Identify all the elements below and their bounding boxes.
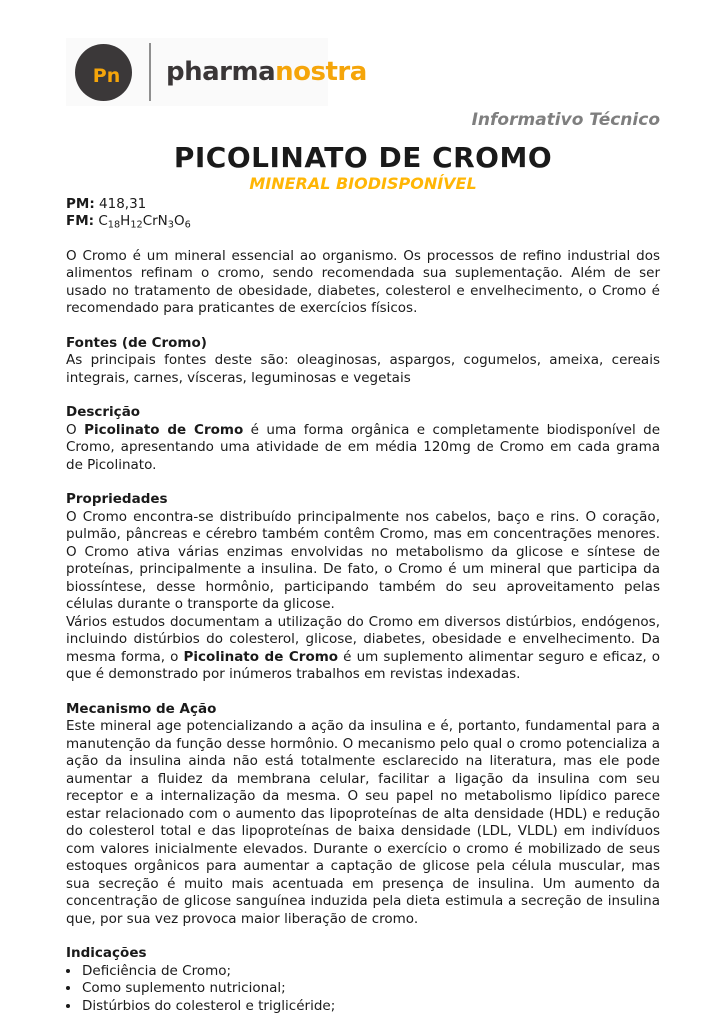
logo-circle-icon	[75, 44, 132, 101]
text-run: O	[173, 213, 185, 229]
wordmark-dark: pharma	[166, 57, 276, 87]
text-run: Este mineral age potencializando a ação da insulina e é, portanto, fundamental para a manutenção da função desse hormônio. O mecanismo pelo qual o cromo potencializa a ação da insulina ainda não está totalmente esclarecido na literatura, mas ele pode aumentar a fluidez da membrana celular, facilitar a ligação da insulina com seu receptor e a internalização da mesma. O seu papel no metabolismo lipídico parece estar relacionado com o aumento das lipoproteínas de alta densidade (HDL) e redução do colesterol total e das lipoproteínas de baixa densidade (LDL, VLDL) em indivíduos com valores inicialmente elevados. Durante o exercício o cromo é mobilizado de seus estoques orgânicos para aumentar a captação de glicose pela célula muscular, mas sua secreção é muito mais acentuada em presença de insulina. Um aumento da concentração de glicose sanguínea induzida pela dieta estimula a secreção de insulina que, por sua vez provoca maior liberação de cromo.	[66, 718, 660, 927]
doc-type-label: Informativo Técnico	[471, 110, 660, 130]
bullet-list	[66, 963, 660, 1016]
section	[66, 701, 660, 929]
bullet-item: • Como suplemento nutricional;	[81, 980, 660, 998]
text-run: O Cromo é um mineral essencial ao organismo. Os processos de refino industrial dos alimentos refinam o cromo, sendo recomendada sua suplementação. Além de ser usado no tratamento de obesidade, diabetes, colesterol e envelhecimento, o Cromo é recomendado para praticantes de exercícios físicos.	[66, 247, 660, 317]
bold-text-run: Picolinato de Cromo	[183, 648, 339, 665]
molecular-formula-line	[66, 213, 660, 234]
subscript-run: 12	[130, 219, 143, 231]
text-run: é uma forma orgânica e completamente biodisponível de Cromo, apresentando uma atividade de em média 120mg de Cromo em cada grama de Picolinato.	[66, 421, 661, 473]
bullet-item: • Distúrbios do colesterol e triglicéride;	[81, 998, 660, 1016]
section-heading: Fontes (de Cromo)	[66, 334, 207, 351]
brand-wordmark	[166, 57, 367, 87]
brand-logo	[66, 38, 367, 106]
text-run: H	[120, 213, 131, 229]
logo-divider	[149, 43, 151, 101]
text-run: Vários estudos documentam a utilização do Cromo em diversos distúrbios, endógenos, incluindo distúrbios do colesterol, glicose, diabetes, obesidade e envelhecimento. Da mesma forma, o	[66, 613, 660, 665]
section	[66, 248, 660, 318]
section-heading: Indicações	[66, 945, 147, 962]
document-body	[66, 248, 660, 1016]
text-run: O	[66, 421, 85, 438]
section-heading: Propriedades	[66, 491, 168, 508]
subscript-run: 3	[167, 219, 174, 231]
logo-monogram: Pn	[92, 65, 121, 87]
paragraph	[66, 248, 660, 318]
section	[66, 945, 660, 1015]
section-heading: Descrição	[66, 404, 141, 421]
bullet-item: • Deficiência de Cromo;	[81, 963, 660, 981]
paragraph	[66, 509, 660, 614]
title-block	[66, 142, 660, 234]
header	[66, 38, 660, 130]
bold-text-run: FM:	[66, 213, 95, 229]
paragraph	[66, 422, 660, 475]
text-run: é um suplemento alimentar seguro e eficaz, o que é demonstrado por inúmeros trabalhos em revistas indexadas.	[66, 648, 661, 683]
section	[66, 491, 660, 684]
paragraph	[66, 614, 660, 684]
bold-text-run: Picolinato de Cromo	[84, 421, 244, 438]
section	[66, 335, 660, 388]
subscript-run: 6	[184, 219, 191, 231]
text-run: CrN	[142, 213, 168, 229]
text-run: O Cromo encontra-se distribuído principalmente nos cabelos, baço e rins. O coração, pulmão, pâncreas e cérebro também contêm Cromo, mas em concentrações menores. O Cromo ativa várias enzimas envolvidas no metabolismo da glicose e síntese de proteínas, principalmente a insulina. De fato, o Cromo é um mineral que participa da biossíntese, desse hormônio, participando também do seu aproveitamento pelas células durante o transporte da glicose.	[66, 508, 660, 613]
wordmark-accent: nostra	[275, 57, 367, 87]
molecular-weight-line	[66, 196, 660, 213]
text-run: C	[94, 213, 108, 229]
page-subtitle: MINERAL BIODISPONÍVEL	[249, 174, 477, 193]
paragraph	[66, 718, 660, 928]
text-run: 418,31	[94, 196, 147, 212]
text-run: As principais fontes deste são: oleaginosas, aspargos, cogumelos, ameixa, cereais integrais, carnes, vísceras, leguminosas e vegetais	[66, 352, 660, 386]
molecular-data	[66, 196, 660, 234]
page-title: PICOLINATO DE CROMO	[173, 141, 553, 174]
subscript-run: 18	[107, 219, 121, 231]
section	[66, 404, 660, 474]
section-heading: Mecanismo de Ação	[66, 700, 217, 717]
bold-text-run: PM:	[66, 196, 95, 212]
paragraph	[66, 352, 660, 387]
